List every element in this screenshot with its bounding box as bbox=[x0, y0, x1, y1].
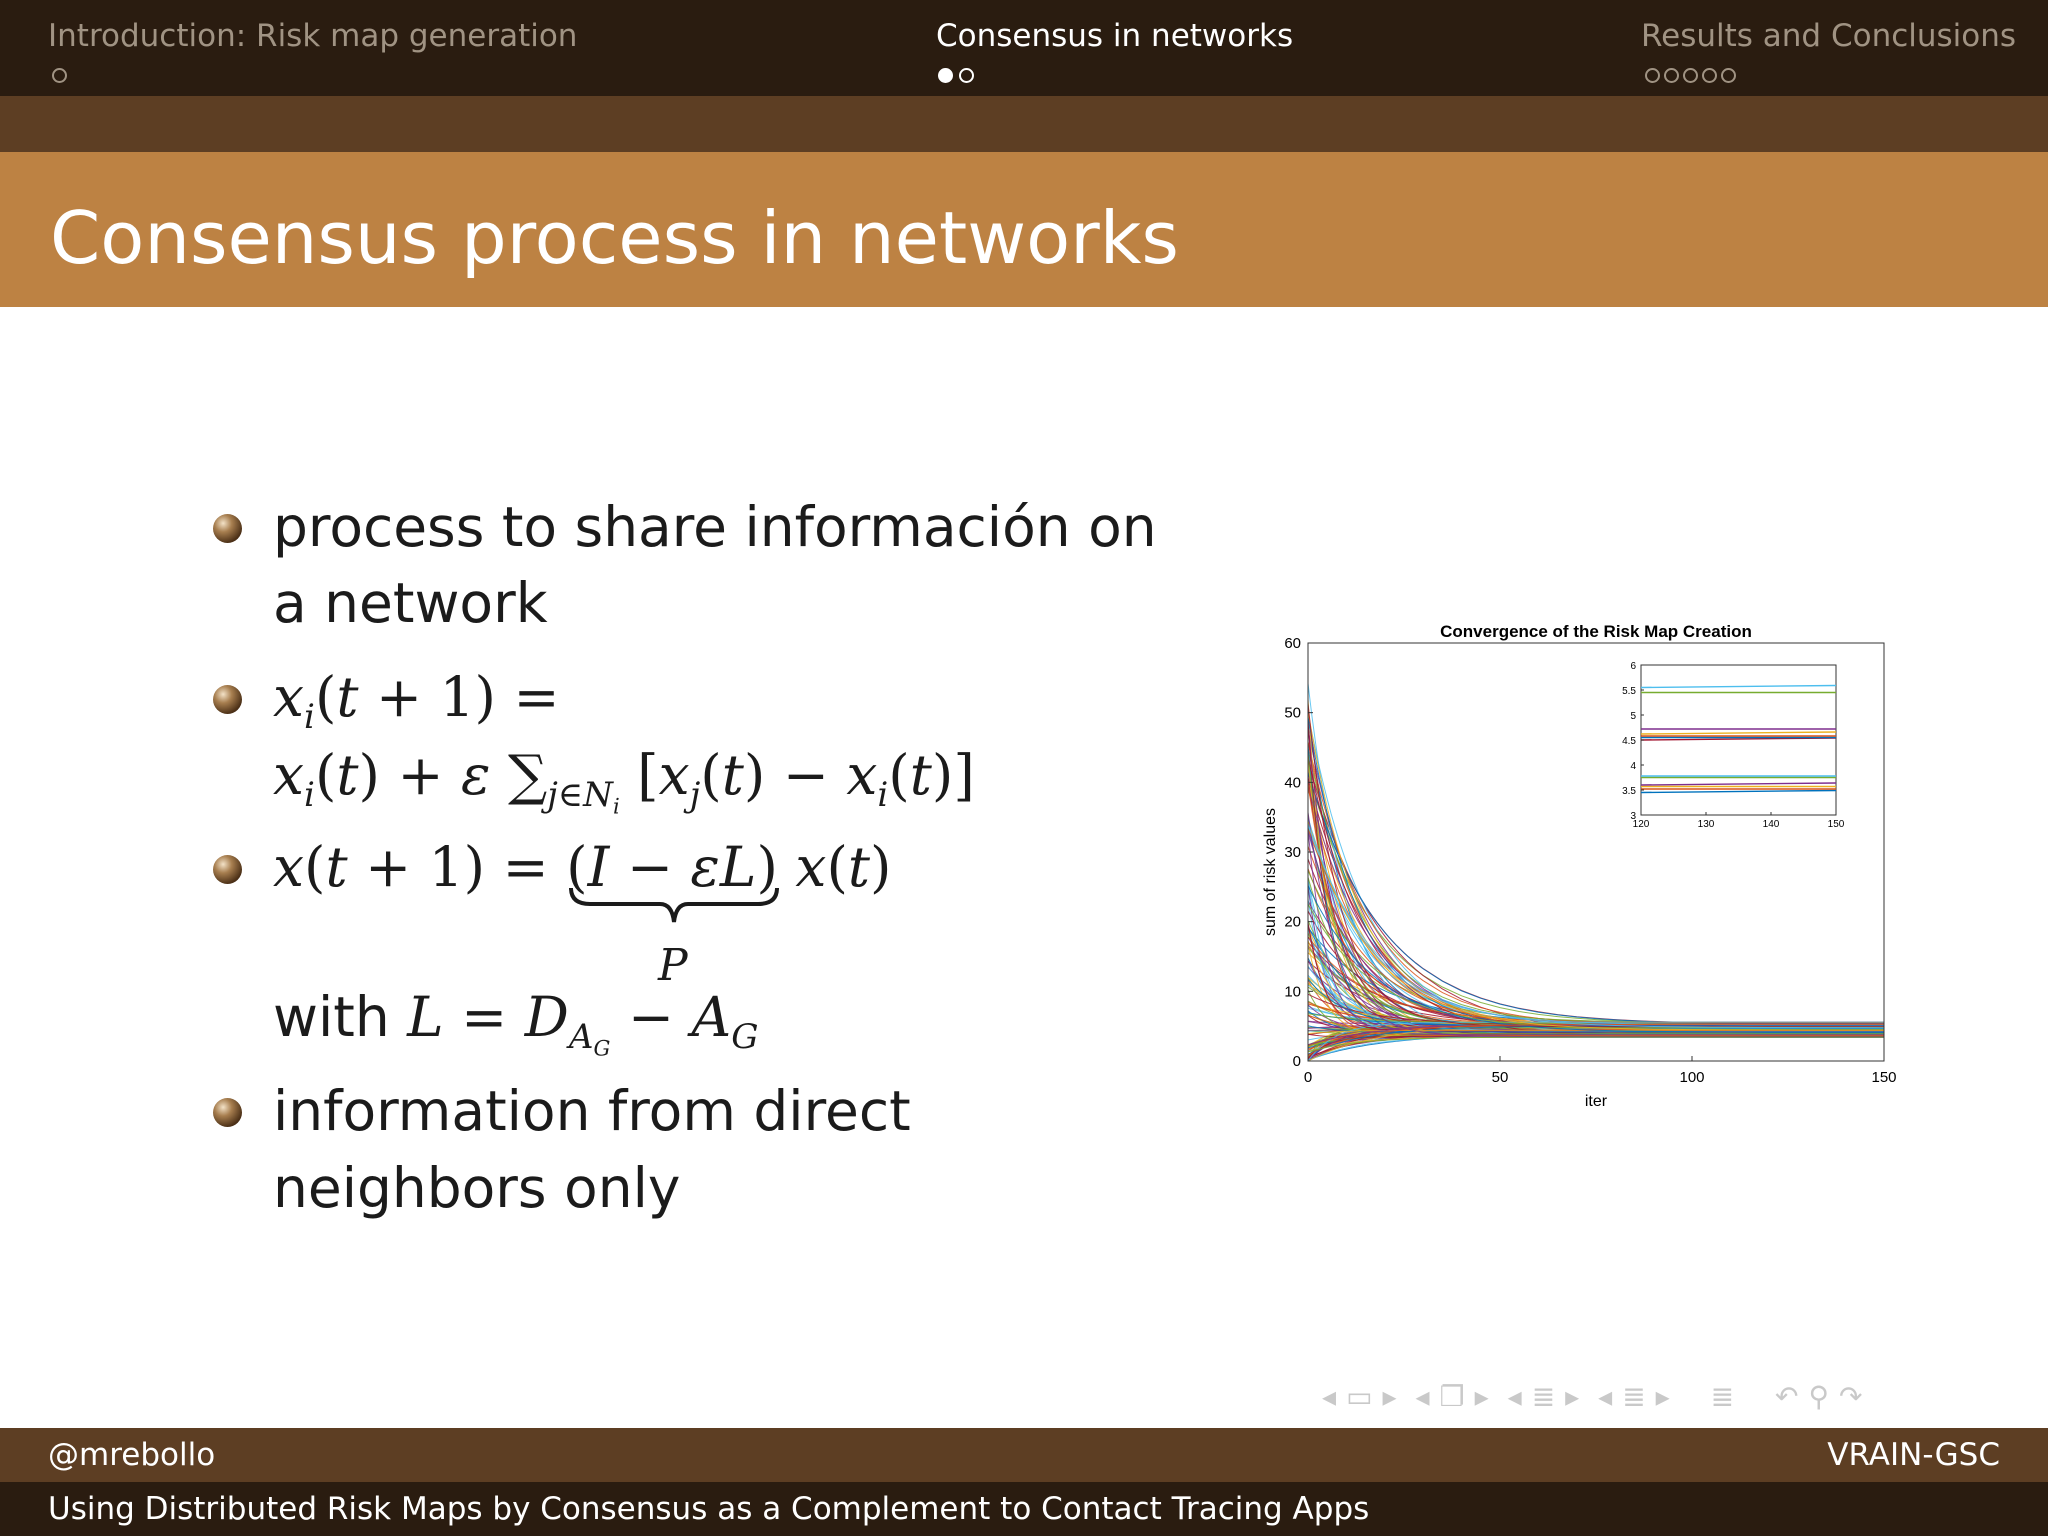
chart-x-axis-label: iter bbox=[1584, 1093, 1608, 1110]
x-tick-label: 100 bbox=[1679, 1069, 1705, 1086]
convergence-chart bbox=[1250, 610, 1900, 1120]
search-icon[interactable]: ⚲ bbox=[1808, 1380, 1829, 1413]
inset-y-tick-label: 5 bbox=[1630, 711, 1636, 722]
underbrace-icon bbox=[568, 886, 780, 926]
inset-y-tick-label: 4 bbox=[1630, 761, 1636, 772]
frame-prev-icon[interactable]: ◂ bbox=[1415, 1380, 1430, 1413]
footer-institute: VRAIN-GSC bbox=[1827, 1437, 2000, 1473]
slide-prev-icon[interactable]: ◂ bbox=[1322, 1380, 1337, 1413]
bullet-icon bbox=[213, 855, 242, 884]
frame-dot[interactable] bbox=[1645, 68, 1660, 83]
series-line bbox=[1308, 1037, 1884, 1052]
frame-dot[interactable] bbox=[1664, 68, 1679, 83]
inset-y-tick-label: 5.5 bbox=[1622, 686, 1636, 697]
subsection-bar bbox=[0, 96, 2048, 152]
y-tick-label: 30 bbox=[1284, 844, 1301, 861]
series-line bbox=[1308, 877, 1884, 1027]
frame-icon[interactable]: ❐ bbox=[1439, 1380, 1465, 1413]
nav-section-consensus[interactable]: Consensus in networks bbox=[936, 18, 1294, 54]
forward-icon[interactable]: ↷ bbox=[1839, 1380, 1863, 1413]
x-tick-label: 0 bbox=[1303, 1069, 1313, 1086]
bullet-4-line-2: neighbors only bbox=[273, 1156, 681, 1220]
frame-dot-current[interactable] bbox=[938, 68, 953, 83]
bullet-icon bbox=[213, 685, 242, 714]
subsection-next-icon[interactable]: ▸ bbox=[1565, 1380, 1580, 1413]
series-line bbox=[1308, 777, 1884, 1035]
frame-dot[interactable] bbox=[1721, 68, 1736, 83]
chart-inset bbox=[1622, 661, 1845, 830]
inset-x-tick-label: 140 bbox=[1762, 819, 1780, 830]
bullet-1-line-2: a network bbox=[273, 571, 548, 635]
inset-x-tick-label: 130 bbox=[1697, 819, 1715, 830]
inset-x-tick-label: 120 bbox=[1632, 819, 1650, 830]
series-line bbox=[1308, 783, 1884, 1023]
series-line bbox=[1308, 921, 1884, 1029]
inset-x-tick-label: 150 bbox=[1827, 819, 1845, 830]
slide-icon[interactable]: ▭ bbox=[1346, 1380, 1373, 1413]
series-line bbox=[1308, 1037, 1884, 1052]
series-line bbox=[1308, 824, 1884, 1028]
y-tick-label: 60 bbox=[1284, 635, 1301, 652]
inset-y-tick-label: 3.5 bbox=[1622, 786, 1636, 797]
series-line bbox=[1308, 829, 1884, 1036]
frame-dot[interactable] bbox=[959, 68, 974, 83]
series-line bbox=[1308, 940, 1884, 1022]
series-line bbox=[1308, 821, 1884, 1030]
x-tick-label: 150 bbox=[1871, 1069, 1897, 1086]
bullet-icon bbox=[213, 514, 242, 543]
consensus-update-formula-line-2: $x_i(t) + \varepsilon$ $\sum_{j\in N_i}$ $[x_j(t) - x_i(t)]$ bbox=[273, 743, 975, 819]
y-tick-label: 20 bbox=[1284, 913, 1301, 931]
inset-y-tick-label: 3 bbox=[1630, 811, 1636, 822]
slide-next-icon[interactable]: ▸ bbox=[1382, 1380, 1397, 1413]
subsection-icon[interactable]: ≣ bbox=[1531, 1380, 1556, 1413]
section-prev-icon[interactable]: ◂ bbox=[1598, 1380, 1613, 1413]
chart-title: Convergence of the Risk Map Creation bbox=[1440, 622, 1752, 641]
bullet-4-line-1: information from direct bbox=[273, 1079, 911, 1143]
frame-dot[interactable] bbox=[1702, 68, 1717, 83]
series-line bbox=[1308, 777, 1884, 1035]
y-tick-label: 50 bbox=[1284, 704, 1301, 722]
y-tick-label: 0 bbox=[1292, 1053, 1301, 1070]
bullet-icon bbox=[213, 1098, 242, 1127]
underbrace-label: P bbox=[658, 940, 688, 991]
nav-section-results[interactable]: Results and Conclusions bbox=[1641, 18, 2017, 54]
frame-next-icon[interactable]: ▸ bbox=[1474, 1380, 1489, 1413]
y-tick-label: 40 bbox=[1284, 774, 1301, 792]
chart-y-axis-label: sum of risk values bbox=[1262, 807, 1279, 937]
laplacian-definition: with $L = D_{A_G} - A_G$ bbox=[273, 985, 759, 1061]
slide-title: Consensus process in networks bbox=[50, 196, 1179, 280]
footer-talk-title: Using Distributed Risk Maps by Consensus as a Complement to Contact Tracing Apps bbox=[48, 1491, 1370, 1527]
series-line bbox=[1308, 886, 1884, 1033]
matrix-form-formula: x(t + 1) = (I − εL) x(t) bbox=[273, 835, 892, 899]
section-icon[interactable]: ≣ bbox=[1622, 1380, 1646, 1413]
bullet-1-line-1: process to share información on bbox=[273, 495, 1157, 559]
frame-dot[interactable] bbox=[1683, 68, 1698, 83]
inset-y-tick-label: 4.5 bbox=[1622, 736, 1636, 747]
footer-author: @mrebollo bbox=[48, 1437, 216, 1473]
subsection-prev-icon[interactable]: ◂ bbox=[1507, 1380, 1522, 1413]
consensus-update-formula-line-1: $x_i(t + 1)$ = bbox=[273, 665, 560, 737]
frame-dot[interactable] bbox=[52, 68, 67, 83]
toc-icon[interactable]: ≣ bbox=[1710, 1380, 1735, 1413]
inset-y-tick-label: 6 bbox=[1630, 661, 1636, 672]
series-line bbox=[1308, 831, 1884, 1027]
footer-bar-top bbox=[0, 1428, 2048, 1482]
x-tick-label: 50 bbox=[1491, 1069, 1509, 1086]
y-tick-label: 10 bbox=[1284, 983, 1301, 1001]
beamer-navigation bbox=[1322, 1380, 1872, 1416]
series-line bbox=[1308, 824, 1884, 1028]
back-icon[interactable]: ↶ bbox=[1775, 1380, 1799, 1413]
section-next-icon[interactable]: ▸ bbox=[1655, 1380, 1670, 1413]
nav-section-introduction[interactable]: Introduction: Risk map generation bbox=[48, 18, 578, 54]
series-line bbox=[1308, 881, 1884, 1035]
